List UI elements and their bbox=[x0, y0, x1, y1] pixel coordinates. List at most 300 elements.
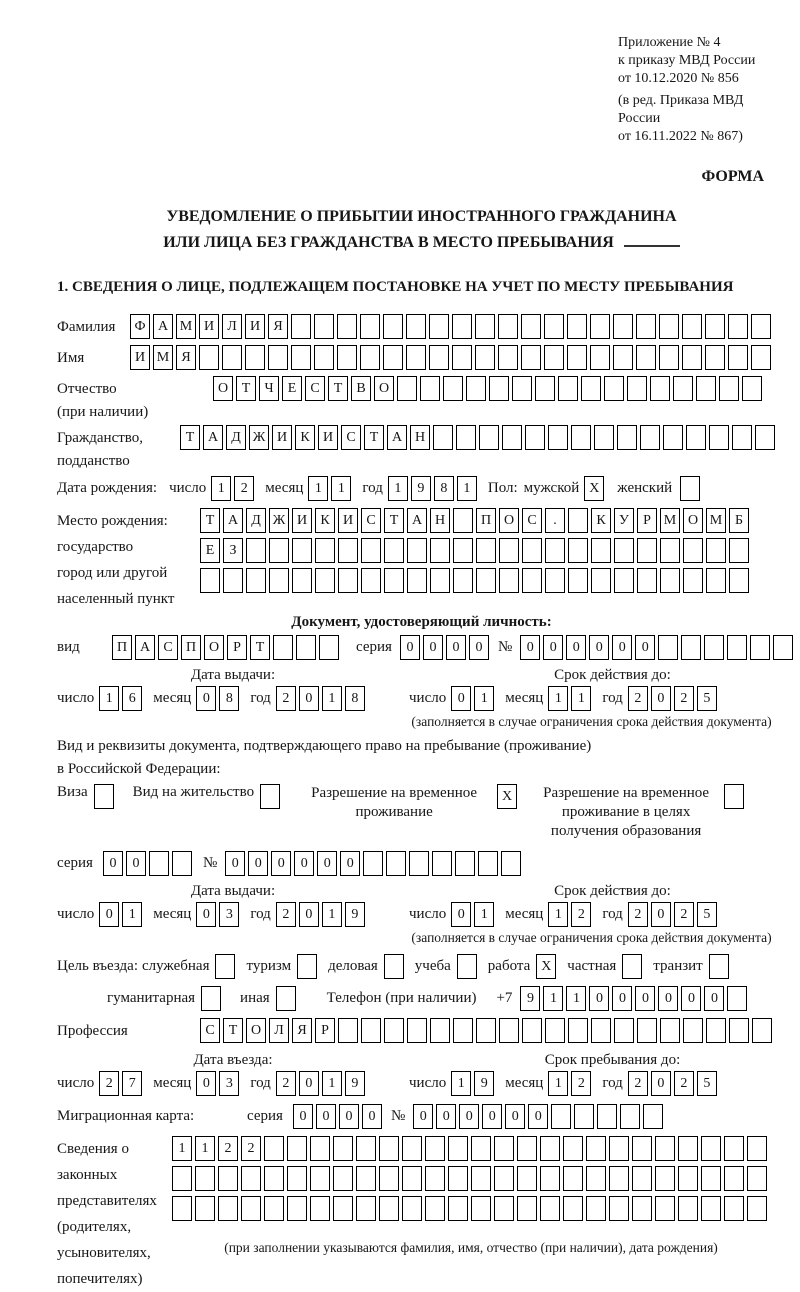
char-cell[interactable]: 0 bbox=[99, 902, 119, 927]
char-cell[interactable] bbox=[471, 1166, 491, 1191]
stay-year-input[interactable] bbox=[628, 1071, 720, 1096]
char-cell[interactable]: X bbox=[536, 954, 556, 979]
char-cell[interactable]: О bbox=[499, 508, 519, 533]
char-cell[interactable] bbox=[724, 1166, 744, 1191]
other-checkbox[interactable] bbox=[276, 986, 299, 1011]
char-cell[interactable]: 0 bbox=[339, 1104, 359, 1129]
char-cell[interactable]: 0 bbox=[446, 635, 466, 660]
char-cell[interactable]: И bbox=[245, 314, 265, 339]
char-cell[interactable]: 8 bbox=[434, 476, 454, 501]
identity-issue-year[interactable] bbox=[276, 686, 368, 711]
char-cell[interactable]: 2 bbox=[571, 902, 591, 927]
char-cell[interactable]: 5 bbox=[697, 1071, 717, 1096]
char-cell[interactable]: 2 bbox=[234, 476, 254, 501]
char-cell[interactable]: О bbox=[204, 635, 224, 660]
char-cell[interactable]: . bbox=[545, 508, 565, 533]
char-cell[interactable]: Т bbox=[200, 508, 220, 533]
char-cell[interactable]: 3 bbox=[219, 1071, 239, 1096]
char-cell[interactable]: 0 bbox=[704, 986, 724, 1011]
char-cell[interactable]: 2 bbox=[99, 1071, 119, 1096]
representatives-input-2[interactable] bbox=[172, 1166, 770, 1191]
char-cell[interactable] bbox=[379, 1136, 399, 1161]
char-cell[interactable] bbox=[199, 345, 219, 370]
char-cell[interactable]: 1 bbox=[195, 1136, 215, 1161]
char-cell[interactable] bbox=[337, 345, 357, 370]
char-cell[interactable] bbox=[636, 345, 656, 370]
char-cell[interactable]: 7 bbox=[122, 1071, 142, 1096]
char-cell[interactable] bbox=[704, 635, 724, 660]
residence-valid-month[interactable] bbox=[548, 902, 594, 927]
char-cell[interactable] bbox=[522, 1018, 542, 1043]
char-cell[interactable] bbox=[494, 1196, 514, 1221]
char-cell[interactable] bbox=[429, 345, 449, 370]
char-cell[interactable]: М bbox=[176, 314, 196, 339]
char-cell[interactable] bbox=[479, 425, 499, 450]
char-cell[interactable] bbox=[751, 314, 771, 339]
char-cell[interactable] bbox=[724, 1136, 744, 1161]
char-cell[interactable] bbox=[609, 1136, 629, 1161]
char-cell[interactable] bbox=[287, 1136, 307, 1161]
char-cell[interactable]: Я bbox=[292, 1018, 312, 1043]
char-cell[interactable] bbox=[448, 1166, 468, 1191]
char-cell[interactable] bbox=[747, 1196, 767, 1221]
char-cell[interactable]: С bbox=[522, 508, 542, 533]
char-cell[interactable] bbox=[724, 1196, 744, 1221]
char-cell[interactable]: Б bbox=[729, 508, 749, 533]
identity-issue-month[interactable] bbox=[196, 686, 242, 711]
char-cell[interactable] bbox=[475, 345, 495, 370]
char-cell[interactable] bbox=[673, 376, 693, 401]
char-cell[interactable]: Ж bbox=[249, 425, 269, 450]
char-cell[interactable] bbox=[264, 1196, 284, 1221]
char-cell[interactable] bbox=[379, 1166, 399, 1191]
char-cell[interactable]: 0 bbox=[520, 635, 540, 660]
char-cell[interactable] bbox=[719, 376, 739, 401]
char-cell[interactable]: П bbox=[112, 635, 132, 660]
char-cell[interactable]: 1 bbox=[474, 902, 494, 927]
char-cell[interactable] bbox=[291, 345, 311, 370]
char-cell[interactable] bbox=[640, 425, 660, 450]
char-cell[interactable]: И bbox=[318, 425, 338, 450]
char-cell[interactable]: А bbox=[203, 425, 223, 450]
char-cell[interactable] bbox=[742, 376, 762, 401]
char-cell[interactable]: А bbox=[387, 425, 407, 450]
char-cell[interactable] bbox=[292, 568, 312, 593]
char-cell[interactable] bbox=[172, 1166, 192, 1191]
char-cell[interactable]: 0 bbox=[317, 851, 337, 876]
char-cell[interactable]: 2 bbox=[276, 686, 296, 711]
char-cell[interactable] bbox=[591, 538, 611, 563]
char-cell[interactable] bbox=[172, 1196, 192, 1221]
char-cell[interactable] bbox=[386, 851, 406, 876]
char-cell[interactable]: 1 bbox=[548, 686, 568, 711]
char-cell[interactable] bbox=[379, 1196, 399, 1221]
char-cell[interactable] bbox=[241, 1196, 261, 1221]
char-cell[interactable]: 0 bbox=[451, 902, 471, 927]
char-cell[interactable] bbox=[643, 1104, 663, 1129]
char-cell[interactable] bbox=[655, 1166, 675, 1191]
char-cell[interactable]: Т bbox=[328, 376, 348, 401]
char-cell[interactable]: 0 bbox=[482, 1104, 502, 1129]
char-cell[interactable] bbox=[453, 1018, 473, 1043]
residence-valid-year[interactable] bbox=[628, 902, 720, 927]
char-cell[interactable] bbox=[591, 568, 611, 593]
char-cell[interactable]: X bbox=[497, 784, 517, 809]
identity-issue-day[interactable] bbox=[99, 686, 145, 711]
char-cell[interactable] bbox=[432, 851, 452, 876]
char-cell[interactable]: 0 bbox=[658, 986, 678, 1011]
char-cell[interactable] bbox=[425, 1166, 445, 1191]
char-cell[interactable] bbox=[430, 1018, 450, 1043]
char-cell[interactable] bbox=[149, 851, 169, 876]
char-cell[interactable] bbox=[751, 345, 771, 370]
char-cell[interactable] bbox=[433, 425, 453, 450]
char-cell[interactable]: С bbox=[341, 425, 361, 450]
char-cell[interactable] bbox=[338, 1018, 358, 1043]
char-cell[interactable] bbox=[535, 376, 555, 401]
char-cell[interactable]: 0 bbox=[299, 1071, 319, 1096]
stay-day-input[interactable] bbox=[451, 1071, 497, 1096]
char-cell[interactable]: Л bbox=[222, 314, 242, 339]
char-cell[interactable] bbox=[384, 1018, 404, 1043]
char-cell[interactable]: 1 bbox=[548, 1071, 568, 1096]
char-cell[interactable]: 0 bbox=[196, 902, 216, 927]
char-cell[interactable]: 1 bbox=[322, 686, 342, 711]
char-cell[interactable] bbox=[296, 635, 316, 660]
char-cell[interactable] bbox=[729, 1018, 749, 1043]
doc-series-input[interactable] bbox=[400, 635, 492, 660]
char-cell[interactable] bbox=[360, 314, 380, 339]
char-cell[interactable]: 9 bbox=[474, 1071, 494, 1096]
char-cell[interactable] bbox=[682, 314, 702, 339]
char-cell[interactable] bbox=[337, 314, 357, 339]
char-cell[interactable]: 0 bbox=[299, 686, 319, 711]
char-cell[interactable] bbox=[264, 1166, 284, 1191]
char-cell[interactable] bbox=[729, 568, 749, 593]
char-cell[interactable] bbox=[384, 954, 404, 979]
char-cell[interactable]: 5 bbox=[697, 902, 717, 927]
char-cell[interactable]: 1 bbox=[548, 902, 568, 927]
char-cell[interactable]: 0 bbox=[651, 1071, 671, 1096]
char-cell[interactable] bbox=[476, 538, 496, 563]
char-cell[interactable] bbox=[499, 1018, 519, 1043]
char-cell[interactable] bbox=[448, 1196, 468, 1221]
char-cell[interactable] bbox=[383, 345, 403, 370]
temp-residence-checkbox[interactable] bbox=[497, 784, 520, 809]
char-cell[interactable]: Т bbox=[364, 425, 384, 450]
char-cell[interactable] bbox=[241, 1166, 261, 1191]
char-cell[interactable] bbox=[728, 314, 748, 339]
char-cell[interactable] bbox=[397, 376, 417, 401]
char-cell[interactable] bbox=[660, 538, 680, 563]
char-cell[interactable] bbox=[245, 345, 265, 370]
char-cell[interactable] bbox=[659, 314, 679, 339]
char-cell[interactable]: 0 bbox=[612, 986, 632, 1011]
char-cell[interactable] bbox=[201, 986, 221, 1011]
char-cell[interactable] bbox=[586, 1196, 606, 1221]
business-checkbox[interactable] bbox=[384, 954, 407, 979]
char-cell[interactable] bbox=[471, 1196, 491, 1221]
char-cell[interactable] bbox=[521, 314, 541, 339]
char-cell[interactable]: 1 bbox=[566, 986, 586, 1011]
char-cell[interactable]: К bbox=[295, 425, 315, 450]
char-cell[interactable] bbox=[613, 314, 633, 339]
identity-valid-month[interactable] bbox=[548, 686, 594, 711]
char-cell[interactable]: К bbox=[315, 508, 335, 533]
char-cell[interactable]: 0 bbox=[505, 1104, 525, 1129]
char-cell[interactable] bbox=[409, 851, 429, 876]
char-cell[interactable] bbox=[310, 1136, 330, 1161]
identity-valid-year[interactable] bbox=[628, 686, 720, 711]
char-cell[interactable] bbox=[574, 1104, 594, 1129]
char-cell[interactable]: 2 bbox=[628, 1071, 648, 1096]
char-cell[interactable] bbox=[315, 538, 335, 563]
char-cell[interactable] bbox=[512, 376, 532, 401]
char-cell[interactable] bbox=[637, 1018, 657, 1043]
char-cell[interactable] bbox=[430, 538, 450, 563]
char-cell[interactable]: 2 bbox=[276, 902, 296, 927]
char-cell[interactable] bbox=[622, 954, 642, 979]
char-cell[interactable]: 1 bbox=[457, 476, 477, 501]
stay-month-input[interactable] bbox=[548, 1071, 594, 1096]
char-cell[interactable] bbox=[315, 568, 335, 593]
char-cell[interactable] bbox=[314, 345, 334, 370]
char-cell[interactable]: Н bbox=[430, 508, 450, 533]
char-cell[interactable] bbox=[544, 345, 564, 370]
char-cell[interactable]: Л bbox=[269, 1018, 289, 1043]
char-cell[interactable] bbox=[406, 345, 426, 370]
char-cell[interactable] bbox=[264, 1136, 284, 1161]
char-cell[interactable] bbox=[333, 1136, 353, 1161]
char-cell[interactable] bbox=[567, 345, 587, 370]
char-cell[interactable] bbox=[407, 1018, 427, 1043]
representatives-input-3[interactable] bbox=[172, 1196, 770, 1221]
char-cell[interactable] bbox=[498, 314, 518, 339]
char-cell[interactable]: Т bbox=[180, 425, 200, 450]
char-cell[interactable] bbox=[499, 538, 519, 563]
char-cell[interactable]: 0 bbox=[299, 902, 319, 927]
char-cell[interactable] bbox=[752, 1018, 772, 1043]
char-cell[interactable] bbox=[268, 345, 288, 370]
char-cell[interactable]: 8 bbox=[345, 686, 365, 711]
char-cell[interactable] bbox=[632, 1166, 652, 1191]
char-cell[interactable] bbox=[402, 1166, 422, 1191]
char-cell[interactable]: 3 bbox=[219, 902, 239, 927]
char-cell[interactable]: 0 bbox=[469, 635, 489, 660]
char-cell[interactable] bbox=[501, 851, 521, 876]
char-cell[interactable] bbox=[356, 1136, 376, 1161]
char-cell[interactable] bbox=[94, 784, 114, 809]
char-cell[interactable] bbox=[590, 314, 610, 339]
identity-valid-day[interactable] bbox=[451, 686, 497, 711]
char-cell[interactable]: 0 bbox=[436, 1104, 456, 1129]
char-cell[interactable]: 1 bbox=[474, 686, 494, 711]
char-cell[interactable] bbox=[747, 1166, 767, 1191]
female-checkbox[interactable] bbox=[680, 476, 703, 501]
char-cell[interactable] bbox=[614, 1018, 634, 1043]
char-cell[interactable] bbox=[297, 954, 317, 979]
char-cell[interactable] bbox=[728, 345, 748, 370]
char-cell[interactable]: 0 bbox=[566, 635, 586, 660]
char-cell[interactable]: О bbox=[683, 508, 703, 533]
char-cell[interactable] bbox=[614, 538, 634, 563]
char-cell[interactable]: Ж bbox=[269, 508, 289, 533]
char-cell[interactable] bbox=[686, 425, 706, 450]
char-cell[interactable] bbox=[494, 1166, 514, 1191]
char-cell[interactable] bbox=[681, 635, 701, 660]
char-cell[interactable] bbox=[292, 538, 312, 563]
char-cell[interactable]: 1 bbox=[308, 476, 328, 501]
char-cell[interactable] bbox=[319, 635, 339, 660]
char-cell[interactable]: А bbox=[153, 314, 173, 339]
char-cell[interactable]: 1 bbox=[571, 686, 591, 711]
char-cell[interactable] bbox=[701, 1136, 721, 1161]
char-cell[interactable] bbox=[291, 314, 311, 339]
char-cell[interactable] bbox=[655, 1196, 675, 1221]
char-cell[interactable]: 0 bbox=[635, 635, 655, 660]
char-cell[interactable] bbox=[475, 314, 495, 339]
char-cell[interactable] bbox=[571, 425, 591, 450]
char-cell[interactable] bbox=[222, 345, 242, 370]
char-cell[interactable] bbox=[494, 1136, 514, 1161]
char-cell[interactable] bbox=[581, 376, 601, 401]
char-cell[interactable]: Ф bbox=[130, 314, 150, 339]
char-cell[interactable] bbox=[384, 538, 404, 563]
char-cell[interactable] bbox=[195, 1166, 215, 1191]
char-cell[interactable] bbox=[613, 345, 633, 370]
char-cell[interactable] bbox=[223, 568, 243, 593]
char-cell[interactable]: Д bbox=[246, 508, 266, 533]
char-cell[interactable]: 0 bbox=[459, 1104, 479, 1129]
char-cell[interactable] bbox=[453, 538, 473, 563]
char-cell[interactable]: А bbox=[407, 508, 427, 533]
char-cell[interactable] bbox=[705, 345, 725, 370]
char-cell[interactable] bbox=[683, 538, 703, 563]
char-cell[interactable] bbox=[568, 508, 588, 533]
char-cell[interactable] bbox=[287, 1196, 307, 1221]
char-cell[interactable] bbox=[706, 568, 726, 593]
char-cell[interactable]: Ч bbox=[259, 376, 279, 401]
char-cell[interactable]: Е bbox=[282, 376, 302, 401]
residence-number-input[interactable] bbox=[225, 851, 524, 876]
char-cell[interactable]: И bbox=[199, 314, 219, 339]
entry-day-input[interactable] bbox=[99, 1071, 145, 1096]
char-cell[interactable] bbox=[402, 1196, 422, 1221]
entry-month-input[interactable] bbox=[196, 1071, 242, 1096]
char-cell[interactable] bbox=[361, 568, 381, 593]
char-cell[interactable]: 0 bbox=[651, 902, 671, 927]
work-checkbox[interactable] bbox=[536, 954, 559, 979]
char-cell[interactable]: С bbox=[305, 376, 325, 401]
char-cell[interactable]: 0 bbox=[681, 986, 701, 1011]
residence-issue-month[interactable] bbox=[196, 902, 242, 927]
char-cell[interactable] bbox=[384, 568, 404, 593]
char-cell[interactable] bbox=[604, 376, 624, 401]
temp-residence-education-checkbox[interactable] bbox=[724, 784, 747, 809]
char-cell[interactable]: П bbox=[476, 508, 496, 533]
char-cell[interactable] bbox=[517, 1166, 537, 1191]
char-cell[interactable] bbox=[724, 784, 744, 809]
char-cell[interactable] bbox=[586, 1136, 606, 1161]
char-cell[interactable] bbox=[333, 1166, 353, 1191]
birth-year-input[interactable] bbox=[388, 476, 480, 501]
char-cell[interactable] bbox=[517, 1196, 537, 1221]
char-cell[interactable] bbox=[402, 1136, 422, 1161]
char-cell[interactable]: 1 bbox=[388, 476, 408, 501]
char-cell[interactable]: 1 bbox=[322, 902, 342, 927]
char-cell[interactable]: 8 bbox=[219, 686, 239, 711]
char-cell[interactable] bbox=[568, 538, 588, 563]
char-cell[interactable] bbox=[678, 1196, 698, 1221]
char-cell[interactable] bbox=[620, 1104, 640, 1129]
char-cell[interactable]: 9 bbox=[520, 986, 540, 1011]
migration-number-input[interactable] bbox=[413, 1104, 666, 1129]
char-cell[interactable]: 1 bbox=[172, 1136, 192, 1161]
char-cell[interactable]: X bbox=[584, 476, 604, 501]
char-cell[interactable]: Р bbox=[637, 508, 657, 533]
char-cell[interactable] bbox=[609, 1166, 629, 1191]
char-cell[interactable]: И bbox=[338, 508, 358, 533]
char-cell[interactable] bbox=[360, 345, 380, 370]
char-cell[interactable] bbox=[563, 1136, 583, 1161]
char-cell[interactable]: Н bbox=[410, 425, 430, 450]
char-cell[interactable] bbox=[682, 345, 702, 370]
char-cell[interactable]: В bbox=[351, 376, 371, 401]
birth-place-input-1[interactable] bbox=[200, 508, 752, 533]
char-cell[interactable] bbox=[499, 568, 519, 593]
char-cell[interactable]: М bbox=[706, 508, 726, 533]
char-cell[interactable]: Т bbox=[223, 1018, 243, 1043]
char-cell[interactable]: 0 bbox=[294, 851, 314, 876]
doc-number-input[interactable] bbox=[520, 635, 796, 660]
char-cell[interactable]: 1 bbox=[122, 902, 142, 927]
char-cell[interactable] bbox=[659, 345, 679, 370]
char-cell[interactable] bbox=[338, 568, 358, 593]
char-cell[interactable]: 0 bbox=[271, 851, 291, 876]
char-cell[interactable] bbox=[650, 376, 670, 401]
humanitarian-checkbox[interactable] bbox=[201, 986, 224, 1011]
char-cell[interactable]: 0 bbox=[528, 1104, 548, 1129]
char-cell[interactable] bbox=[563, 1166, 583, 1191]
char-cell[interactable]: Д bbox=[226, 425, 246, 450]
char-cell[interactable] bbox=[683, 568, 703, 593]
char-cell[interactable]: Т bbox=[250, 635, 270, 660]
residence-issue-day[interactable] bbox=[99, 902, 145, 927]
char-cell[interactable] bbox=[425, 1196, 445, 1221]
residence-permit-checkbox[interactable] bbox=[260, 784, 283, 809]
char-cell[interactable] bbox=[273, 635, 293, 660]
char-cell[interactable] bbox=[287, 1166, 307, 1191]
char-cell[interactable] bbox=[540, 1166, 560, 1191]
transit-checkbox[interactable] bbox=[709, 954, 732, 979]
char-cell[interactable]: 1 bbox=[451, 1071, 471, 1096]
char-cell[interactable]: 9 bbox=[345, 1071, 365, 1096]
char-cell[interactable] bbox=[406, 314, 426, 339]
char-cell[interactable] bbox=[310, 1166, 330, 1191]
char-cell[interactable] bbox=[260, 784, 280, 809]
char-cell[interactable] bbox=[314, 314, 334, 339]
char-cell[interactable] bbox=[590, 345, 610, 370]
char-cell[interactable] bbox=[627, 376, 647, 401]
char-cell[interactable] bbox=[246, 538, 266, 563]
char-cell[interactable] bbox=[456, 425, 476, 450]
char-cell[interactable] bbox=[563, 1196, 583, 1221]
char-cell[interactable] bbox=[680, 476, 700, 501]
char-cell[interactable] bbox=[420, 376, 440, 401]
char-cell[interactable] bbox=[706, 1018, 726, 1043]
char-cell[interactable]: 0 bbox=[651, 686, 671, 711]
char-cell[interactable] bbox=[609, 1196, 629, 1221]
